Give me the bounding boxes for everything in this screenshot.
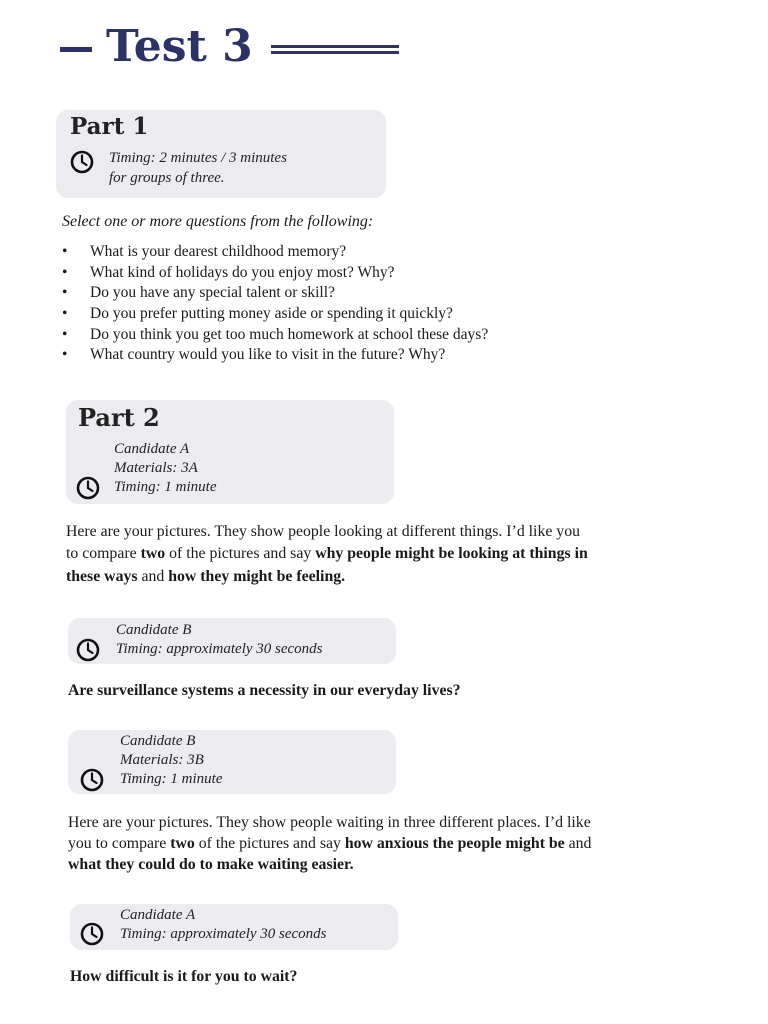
part2-block1-text-line3: these ways and how they might be feeling. (66, 568, 346, 585)
clock-icon (76, 476, 100, 500)
part2-block1-materials: Materials: 3A (114, 460, 198, 476)
part1-instruction: Select one or more questions from the following: (62, 213, 374, 230)
part2-heading: Part 2 (78, 403, 160, 432)
part2-block3-text-line2: you to compare two of the pictures and say how anxious the people might be and (68, 835, 592, 852)
part2-block4-question: How difficult is it for you to wait? (70, 968, 298, 985)
part2-block2-question: Are surveillance systems a necessity in our everyday lives? (68, 682, 461, 699)
part2-block4-candidate: Candidate A (120, 907, 196, 923)
part2-block3-box (68, 730, 396, 794)
part2-block3-text-line1: Here are your pictures. They show people waiting in three different places. I’d like (68, 814, 591, 831)
clock-icon (76, 638, 100, 662)
part1-timing-groups: for groups of three. (109, 170, 225, 186)
title-rule-right (271, 42, 399, 57)
part2-block2-timing: Timing: approximately 30 seconds (116, 641, 323, 657)
part1-timing: Timing: 2 minutes / 3 minutes (109, 150, 287, 166)
list-item: • Do you have any special talent or skill? (62, 283, 488, 304)
part1-heading: Part 1 (70, 113, 149, 140)
part2-block4-timing: Timing: approximately 30 seconds (120, 926, 327, 942)
part2-block1-timing: Timing: 1 minute (114, 479, 217, 495)
part2-block3-text-line3: what they could do to make waiting easier. (68, 856, 354, 873)
part2-block1-text-line2: to compare two of the pictures and say why people might be looking at things in (66, 545, 588, 562)
page-title: Test 3 (106, 20, 253, 72)
list-item: • What country would you like to visit in the future? Why? (62, 345, 488, 366)
part2-block3-candidate: Candidate B (120, 733, 196, 749)
title-row (60, 18, 399, 74)
clock-icon (80, 768, 104, 792)
list-item: • What kind of holidays do you enjoy most? Why? (62, 263, 488, 284)
part1-question-list (62, 242, 488, 366)
part2-block2-candidate: Candidate B (116, 622, 192, 638)
list-item: • What is your dearest childhood memory? (62, 242, 488, 263)
clock-icon (80, 922, 104, 946)
part2-block1-candidate: Candidate A (114, 441, 190, 457)
list-item: • Do you think you get too much homework at school these days? (62, 325, 488, 346)
list-item: • Do you prefer putting money aside or spending it quickly? (62, 304, 488, 325)
title-rule-left (60, 47, 92, 52)
clock-icon (70, 150, 94, 174)
part2-block3-timing: Timing: 1 minute (120, 771, 223, 787)
part2-block1-text-line1: Here are your pictures. They show people looking at different things. I’d like you (66, 523, 580, 540)
part2-block3-materials: Materials: 3B (120, 752, 204, 768)
